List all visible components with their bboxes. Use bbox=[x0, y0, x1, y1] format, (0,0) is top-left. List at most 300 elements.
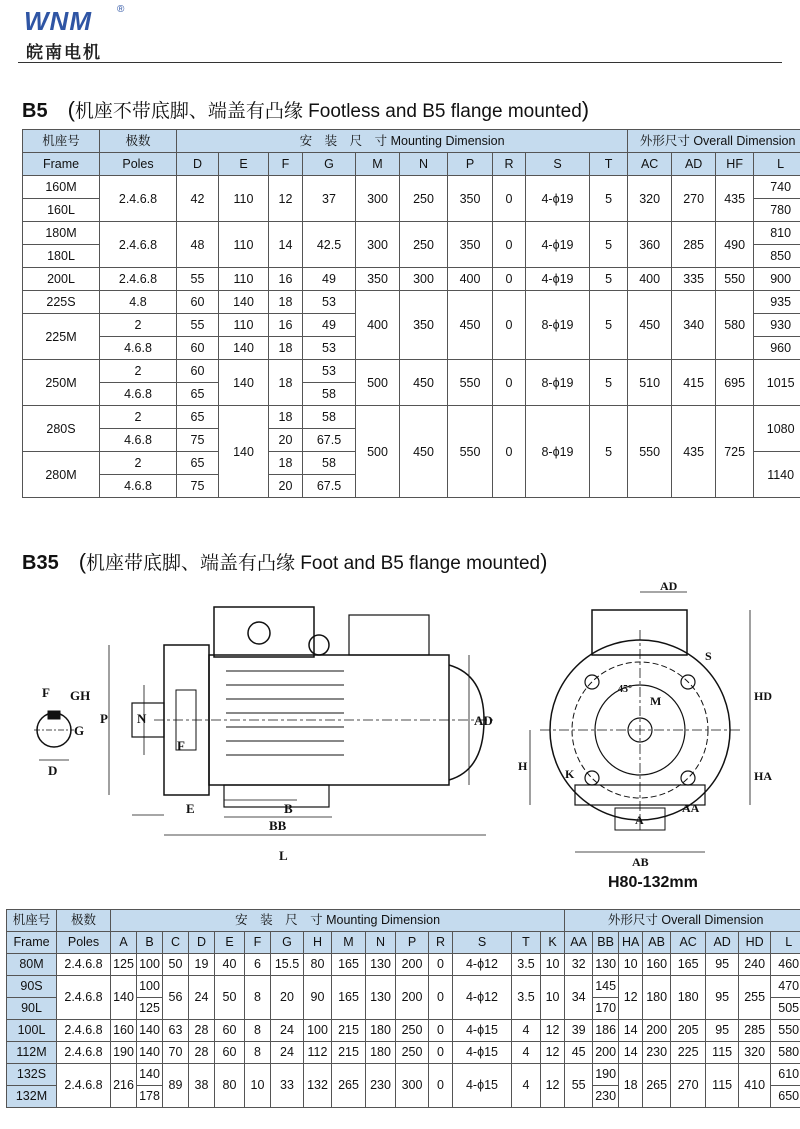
cell-d: 60 bbox=[177, 291, 219, 314]
dim-label-ha: HA bbox=[754, 769, 772, 783]
cell-hf: 725 bbox=[716, 406, 754, 498]
cell-e: 140 bbox=[219, 406, 269, 498]
cell-hf: 550 bbox=[716, 268, 754, 291]
cell-poles: 2 bbox=[100, 406, 177, 429]
cell-hf: 435 bbox=[716, 176, 754, 222]
cell-d: 55 bbox=[177, 268, 219, 291]
cell-s: 8-ϕ19 bbox=[526, 360, 590, 406]
cell-p: 400 bbox=[448, 268, 493, 291]
cell-f: 8 bbox=[245, 1042, 271, 1064]
dim-label-b: B bbox=[284, 801, 293, 816]
cell-d: 48 bbox=[177, 222, 219, 268]
cell-a: 190 bbox=[111, 1042, 137, 1064]
header-col: A bbox=[111, 932, 137, 954]
cell-g: 58 bbox=[303, 452, 356, 475]
cell-d: 28 bbox=[189, 1020, 215, 1042]
cell-s: 4-ϕ15 bbox=[453, 1042, 512, 1064]
cell-bb: 230 bbox=[593, 1086, 619, 1108]
cell-bb: 145 bbox=[593, 976, 619, 998]
cell-l: 1080 bbox=[754, 406, 800, 452]
cell-s: 4-ϕ19 bbox=[526, 222, 590, 268]
dim-label-l: L bbox=[279, 848, 288, 863]
cell-ac: 360 bbox=[628, 222, 672, 268]
b35-title: 机座带底脚、端盖有凸缘 Foot and B5 flange mounted bbox=[86, 553, 541, 574]
dim-label-angle: 45° bbox=[618, 684, 632, 695]
cell-ha: 12 bbox=[619, 976, 643, 1020]
cell-n: 180 bbox=[366, 1020, 396, 1042]
cell-ac: 225 bbox=[671, 1042, 706, 1064]
cell-ad: 95 bbox=[706, 954, 739, 976]
header-col: AA bbox=[565, 932, 593, 954]
cell-g: 24 bbox=[271, 1020, 304, 1042]
header-col: E bbox=[215, 932, 245, 954]
cell-r: 0 bbox=[429, 1020, 453, 1042]
cell-d: 38 bbox=[189, 1064, 215, 1108]
cell-frame: 160L bbox=[23, 199, 100, 222]
cell-g: 53 bbox=[303, 360, 356, 383]
cell-t: 5 bbox=[590, 268, 628, 291]
b5-table bbox=[22, 129, 800, 498]
cell-ac: 205 bbox=[671, 1020, 706, 1042]
cell-ad: 115 bbox=[706, 1042, 739, 1064]
header-frame-en: Frame bbox=[7, 932, 57, 954]
header-poles-cn: 极数 bbox=[57, 910, 111, 932]
cell-b: 140 bbox=[137, 1064, 163, 1086]
cell-l: 550 bbox=[771, 1020, 800, 1042]
cell-ac: 165 bbox=[671, 954, 706, 976]
cell-l: 505 bbox=[771, 998, 800, 1020]
cell-ac: 510 bbox=[628, 360, 672, 406]
cell-f: 18 bbox=[269, 406, 303, 429]
header-col: D bbox=[189, 932, 215, 954]
cell-l: 470 bbox=[771, 976, 800, 998]
header-overall: 外形尺寸 Overall Dimension bbox=[565, 910, 800, 932]
cell-f: 20 bbox=[269, 429, 303, 452]
dim-label-f: F bbox=[177, 738, 185, 753]
table-row bbox=[23, 406, 800, 429]
header-col: P bbox=[448, 153, 493, 176]
cell-r: 0 bbox=[493, 222, 526, 268]
header-frame-en: Frame bbox=[23, 153, 100, 176]
b35-code: B35 bbox=[22, 552, 59, 574]
cell-d: 19 bbox=[189, 954, 215, 976]
cell-n: 250 bbox=[400, 176, 448, 222]
cell-poles: 2.4.6.8 bbox=[57, 954, 111, 976]
cell-ab: 230 bbox=[643, 1042, 671, 1064]
dim-label-gh: GH bbox=[70, 688, 91, 703]
cell-m: 300 bbox=[356, 222, 400, 268]
dim-label-hd: HD bbox=[754, 689, 772, 703]
cell-f: 16 bbox=[269, 314, 303, 337]
cell-poles: 2 bbox=[100, 360, 177, 383]
cell-g: 15.5 bbox=[271, 954, 304, 976]
cell-frame: 160M bbox=[23, 176, 100, 199]
cell-p: 550 bbox=[448, 406, 493, 498]
cell-e: 110 bbox=[219, 222, 269, 268]
b5-heading: B5 (机座不带底脚、端盖有凸缘 Footless and B5 flange mounted) bbox=[22, 97, 590, 122]
cell-f: 18 bbox=[269, 291, 303, 314]
cell-bb: 130 bbox=[593, 954, 619, 976]
end-view-drawing bbox=[510, 580, 780, 870]
cell-g: 67.5 bbox=[303, 429, 356, 452]
header-col: HD bbox=[739, 932, 771, 954]
cell-n: 130 bbox=[366, 954, 396, 976]
cell-s: 4-ϕ15 bbox=[453, 1064, 512, 1108]
cell-poles: 2.4.6.8 bbox=[57, 976, 111, 1020]
cell-hf: 695 bbox=[716, 360, 754, 406]
cell-l: 650 bbox=[771, 1086, 800, 1108]
header-col: S bbox=[453, 932, 512, 954]
header-col: S bbox=[526, 153, 590, 176]
cell-p: 200 bbox=[396, 976, 429, 1020]
cell-r: 0 bbox=[429, 954, 453, 976]
header-frame-cn: 机座号 bbox=[7, 910, 57, 932]
dim-label-p: P bbox=[100, 711, 108, 726]
table-row bbox=[7, 954, 800, 976]
shaft-key bbox=[48, 711, 60, 719]
cell-poles: 4.6.8 bbox=[100, 475, 177, 498]
cell-l: 930 bbox=[754, 314, 800, 337]
cell-c: 89 bbox=[163, 1064, 189, 1108]
cell-m: 265 bbox=[332, 1064, 366, 1108]
b35-heading: B35 (机座带底脚、端盖有凸缘 Foot and B5 flange mounted) bbox=[22, 549, 548, 574]
cell-bb: 170 bbox=[593, 998, 619, 1020]
header-col: M bbox=[356, 153, 400, 176]
cell-f: 14 bbox=[269, 222, 303, 268]
cell-poles: 2.4.6.8 bbox=[57, 1042, 111, 1064]
cell-p: 350 bbox=[448, 222, 493, 268]
cell-d: 65 bbox=[177, 452, 219, 475]
header-col: E bbox=[219, 153, 269, 176]
cell-p: 450 bbox=[448, 291, 493, 360]
cell-aa: 39 bbox=[565, 1020, 593, 1042]
cell-t: 4 bbox=[512, 1042, 541, 1064]
cell-ad: 335 bbox=[672, 268, 716, 291]
dim-label-ad: AD bbox=[474, 713, 493, 728]
cell-s: 8-ϕ19 bbox=[526, 291, 590, 360]
cell-g: 37 bbox=[303, 176, 356, 222]
dim-label-ad-end: AD bbox=[660, 580, 678, 593]
header-col: L bbox=[771, 932, 800, 954]
cell-c: 63 bbox=[163, 1020, 189, 1042]
table-row bbox=[23, 176, 800, 199]
dim-label-ab: AB bbox=[632, 855, 649, 869]
cell-h: 132 bbox=[304, 1064, 332, 1108]
cell-b: 140 bbox=[137, 1020, 163, 1042]
cell-g: 53 bbox=[303, 337, 356, 360]
cell-ha: 14 bbox=[619, 1042, 643, 1064]
cell-hd: 285 bbox=[739, 1020, 771, 1042]
cell-t: 4 bbox=[512, 1020, 541, 1042]
cell-a: 125 bbox=[111, 954, 137, 976]
cell-ac: 180 bbox=[671, 976, 706, 1020]
cell-c: 56 bbox=[163, 976, 189, 1020]
table-row bbox=[23, 360, 800, 383]
cell-frame: 112M bbox=[7, 1042, 57, 1064]
header-divider bbox=[18, 62, 782, 63]
cell-m: 500 bbox=[356, 360, 400, 406]
header-col: N bbox=[366, 932, 396, 954]
cell-e: 140 bbox=[219, 360, 269, 406]
cell-t: 5 bbox=[590, 291, 628, 360]
cell-frame: 100L bbox=[7, 1020, 57, 1042]
dim-label-bb: BB bbox=[269, 818, 287, 833]
cell-p: 350 bbox=[448, 176, 493, 222]
header-col: K bbox=[541, 932, 565, 954]
cell-m: 165 bbox=[332, 954, 366, 976]
cell-frame: 180L bbox=[23, 245, 100, 268]
cell-m: 165 bbox=[332, 976, 366, 1020]
cell-k: 10 bbox=[541, 976, 565, 1020]
cell-f: 8 bbox=[245, 976, 271, 1020]
cell-l: 1140 bbox=[754, 452, 800, 498]
cell-ha: 14 bbox=[619, 1020, 643, 1042]
header-col: H bbox=[304, 932, 332, 954]
cell-ad: 340 bbox=[672, 291, 716, 360]
cell-s: 4-ϕ15 bbox=[453, 1020, 512, 1042]
cell-frame: 90L bbox=[7, 998, 57, 1020]
cell-aa: 55 bbox=[565, 1064, 593, 1108]
cell-t: 3.5 bbox=[512, 976, 541, 1020]
cell-n: 450 bbox=[400, 406, 448, 498]
header-col: AC bbox=[628, 153, 672, 176]
cell-ab: 160 bbox=[643, 954, 671, 976]
cell-d: 60 bbox=[177, 337, 219, 360]
cell-t: 5 bbox=[590, 176, 628, 222]
cell-poles: 2.4.6.8 bbox=[100, 268, 177, 291]
cell-s: 8-ϕ19 bbox=[526, 406, 590, 498]
cell-r: 0 bbox=[429, 1042, 453, 1064]
cell-e: 50 bbox=[215, 976, 245, 1020]
header-frame-cn: 机座号 bbox=[23, 130, 100, 153]
cell-m: 350 bbox=[356, 268, 400, 291]
cell-g: 53 bbox=[303, 291, 356, 314]
cell-e: 60 bbox=[215, 1042, 245, 1064]
table-row bbox=[7, 976, 800, 998]
dim-label-n: N bbox=[137, 711, 147, 726]
cell-ad: 115 bbox=[706, 1064, 739, 1108]
brand-name-cn: 皖南电机 bbox=[26, 43, 102, 62]
cell-k: 10 bbox=[541, 954, 565, 976]
header-col: R bbox=[493, 153, 526, 176]
cell-g: 20 bbox=[271, 976, 304, 1020]
cell-g: 58 bbox=[303, 406, 356, 429]
header-col: G bbox=[303, 153, 356, 176]
cell-ad: 270 bbox=[672, 176, 716, 222]
cell-g: 49 bbox=[303, 268, 356, 291]
cell-g: 24 bbox=[271, 1042, 304, 1064]
cell-ac: 550 bbox=[628, 406, 672, 498]
cell-l: 610 bbox=[771, 1064, 800, 1086]
header-col: B bbox=[137, 932, 163, 954]
cell-l: 810 bbox=[754, 222, 800, 245]
cell-h: 100 bbox=[304, 1020, 332, 1042]
dim-label-a: A bbox=[635, 813, 644, 827]
table-row bbox=[23, 222, 800, 245]
cell-ac: 270 bbox=[671, 1064, 706, 1108]
cell-e: 140 bbox=[219, 291, 269, 314]
cell-poles: 2.4.6.8 bbox=[57, 1020, 111, 1042]
dim-label-k: K bbox=[565, 767, 575, 781]
cell-frame: 132M bbox=[7, 1086, 57, 1108]
cell-poles: 4.8 bbox=[100, 291, 177, 314]
cell-p: 300 bbox=[396, 1064, 429, 1108]
header-poles-en: Poles bbox=[100, 153, 177, 176]
brand-logo: WNM bbox=[24, 6, 92, 36]
header-col: L bbox=[754, 153, 800, 176]
b35-table bbox=[6, 909, 800, 1108]
cell-aa: 45 bbox=[565, 1042, 593, 1064]
cell-s: 4-ϕ19 bbox=[526, 268, 590, 291]
cell-l: 900 bbox=[754, 268, 800, 291]
cell-b: 125 bbox=[137, 998, 163, 1020]
cell-frame: 280S bbox=[23, 406, 100, 452]
cell-ab: 180 bbox=[643, 976, 671, 1020]
header-col: AC bbox=[671, 932, 706, 954]
cell-m: 400 bbox=[356, 291, 400, 360]
cell-k: 12 bbox=[541, 1064, 565, 1108]
cell-ac: 320 bbox=[628, 176, 672, 222]
cell-f: 18 bbox=[269, 360, 303, 406]
cell-b: 140 bbox=[137, 1042, 163, 1064]
cell-t: 4 bbox=[512, 1064, 541, 1108]
cell-h: 90 bbox=[304, 976, 332, 1020]
cell-a: 160 bbox=[111, 1020, 137, 1042]
cell-d: 24 bbox=[189, 976, 215, 1020]
cell-n: 230 bbox=[366, 1064, 396, 1108]
table-row bbox=[7, 1020, 800, 1042]
header-col: P bbox=[396, 932, 429, 954]
cell-f: 12 bbox=[269, 176, 303, 222]
cell-e: 110 bbox=[219, 268, 269, 291]
header-col: HA bbox=[619, 932, 643, 954]
cell-ad: 415 bbox=[672, 360, 716, 406]
cell-f: 20 bbox=[269, 475, 303, 498]
cell-f: 6 bbox=[245, 954, 271, 976]
cell-ha: 10 bbox=[619, 954, 643, 976]
header-mounting: 安 装 尺 寸 Mounting Dimension bbox=[177, 130, 628, 153]
cell-e: 140 bbox=[219, 337, 269, 360]
dim-label-d: D bbox=[48, 763, 58, 778]
cell-d: 55 bbox=[177, 314, 219, 337]
cell-d: 28 bbox=[189, 1042, 215, 1064]
cell-r: 0 bbox=[493, 268, 526, 291]
side-view-drawing bbox=[14, 585, 514, 885]
cell-l: 580 bbox=[771, 1042, 800, 1064]
cell-l: 740 bbox=[754, 176, 800, 199]
cell-r: 0 bbox=[493, 360, 526, 406]
header-col: N bbox=[400, 153, 448, 176]
cell-ab: 265 bbox=[643, 1064, 671, 1108]
cell-poles: 4.6.8 bbox=[100, 337, 177, 360]
cell-poles: 2.4.6.8 bbox=[100, 222, 177, 268]
table-row bbox=[23, 291, 800, 314]
dim-label-m: M bbox=[650, 694, 662, 708]
cell-s: 4-ϕ12 bbox=[453, 954, 512, 976]
cell-hf: 580 bbox=[716, 291, 754, 360]
cell-e: 110 bbox=[219, 176, 269, 222]
cell-poles: 2.4.6.8 bbox=[100, 176, 177, 222]
cell-b: 178 bbox=[137, 1086, 163, 1108]
cell-t: 5 bbox=[590, 406, 628, 498]
cell-poles: 2 bbox=[100, 452, 177, 475]
cell-k: 12 bbox=[541, 1042, 565, 1064]
cell-frame: 90S bbox=[7, 976, 57, 998]
cell-frame: 225M bbox=[23, 314, 100, 360]
cell-d: 65 bbox=[177, 406, 219, 429]
cell-f: 16 bbox=[269, 268, 303, 291]
cell-l: 935 bbox=[754, 291, 800, 314]
cell-bb: 186 bbox=[593, 1020, 619, 1042]
cell-n: 180 bbox=[366, 1042, 396, 1064]
cell-l: 780 bbox=[754, 199, 800, 222]
cell-poles: 4.6.8 bbox=[100, 383, 177, 406]
cell-f: 18 bbox=[269, 452, 303, 475]
header-col: D bbox=[177, 153, 219, 176]
cell-d: 60 bbox=[177, 360, 219, 383]
table-row bbox=[7, 1042, 800, 1064]
header-col: BB bbox=[593, 932, 619, 954]
cell-c: 50 bbox=[163, 954, 189, 976]
registered-mark: ® bbox=[117, 4, 125, 15]
cell-bb: 190 bbox=[593, 1064, 619, 1086]
cell-p: 250 bbox=[396, 1042, 429, 1064]
cell-m: 500 bbox=[356, 406, 400, 498]
cell-hf: 490 bbox=[716, 222, 754, 268]
cell-p: 250 bbox=[396, 1020, 429, 1042]
cell-b: 100 bbox=[137, 976, 163, 998]
cell-frame: 225S bbox=[23, 291, 100, 314]
cell-aa: 34 bbox=[565, 976, 593, 1020]
cell-aa: 32 bbox=[565, 954, 593, 976]
cell-g: 58 bbox=[303, 383, 356, 406]
cell-e: 40 bbox=[215, 954, 245, 976]
cell-n: 450 bbox=[400, 360, 448, 406]
cell-hd: 410 bbox=[739, 1064, 771, 1108]
header-col: C bbox=[163, 932, 189, 954]
cell-d: 75 bbox=[177, 429, 219, 452]
dim-label-s: S bbox=[705, 649, 712, 663]
cell-t: 3.5 bbox=[512, 954, 541, 976]
cell-e: 60 bbox=[215, 1020, 245, 1042]
cell-ha: 18 bbox=[619, 1064, 643, 1108]
cell-frame: 200L bbox=[23, 268, 100, 291]
cell-h: 80 bbox=[304, 954, 332, 976]
cell-h: 112 bbox=[304, 1042, 332, 1064]
cell-n: 350 bbox=[400, 291, 448, 360]
size-range-caption: H80-132mm bbox=[608, 874, 698, 891]
cell-ac: 450 bbox=[628, 291, 672, 360]
cell-m: 215 bbox=[332, 1020, 366, 1042]
cell-l: 960 bbox=[754, 337, 800, 360]
cell-ab: 200 bbox=[643, 1020, 671, 1042]
dim-label-g: G bbox=[74, 723, 85, 738]
header-col: AD bbox=[706, 932, 739, 954]
cell-d: 75 bbox=[177, 475, 219, 498]
cell-a: 140 bbox=[111, 976, 137, 1020]
cell-r: 0 bbox=[493, 176, 526, 222]
b5-code: B5 bbox=[22, 100, 48, 122]
header-poles-cn: 极数 bbox=[100, 130, 177, 153]
cell-ad: 285 bbox=[672, 222, 716, 268]
cell-d: 65 bbox=[177, 383, 219, 406]
cell-c: 70 bbox=[163, 1042, 189, 1064]
header-overall: 外形尺寸 Overall Dimension bbox=[628, 130, 800, 153]
cell-hd: 320 bbox=[739, 1042, 771, 1064]
header-col: G bbox=[271, 932, 304, 954]
cell-p: 550 bbox=[448, 360, 493, 406]
header-poles-en: Poles bbox=[57, 932, 111, 954]
